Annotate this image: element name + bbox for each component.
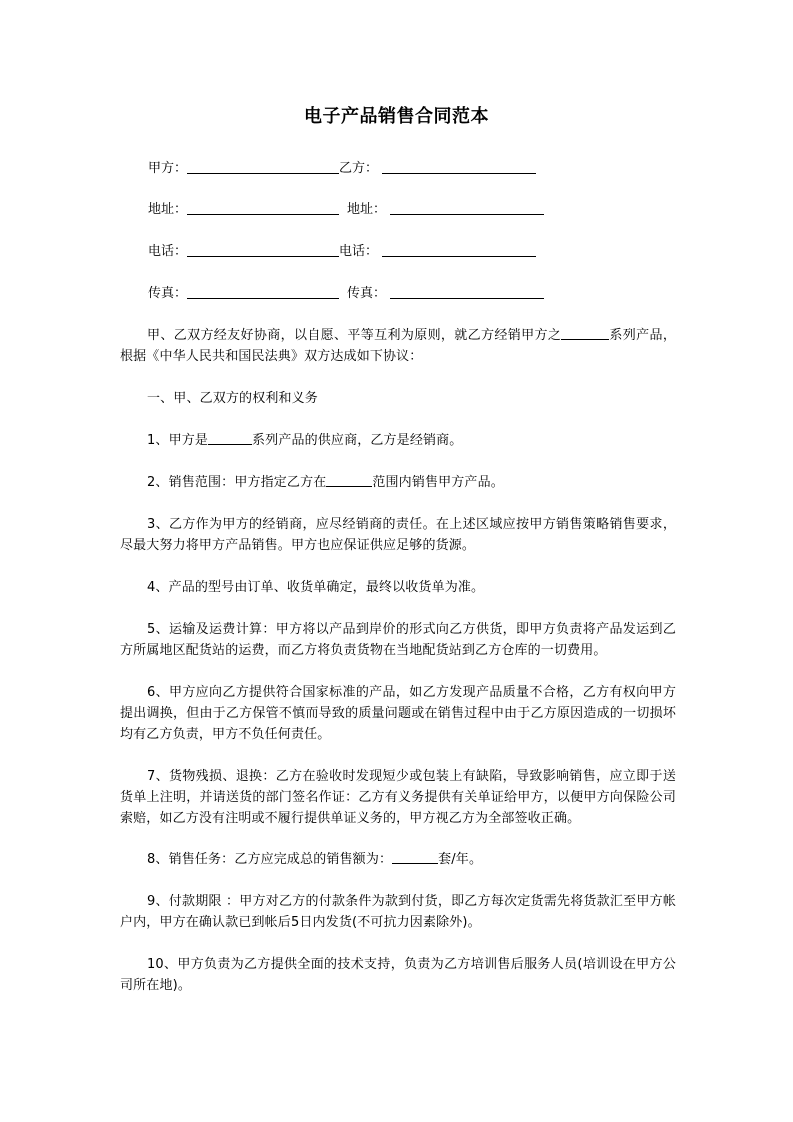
party-b-blank [382,158,536,174]
clause-2-text-1: 2、销售范围：甲方指定乙方在 [147,475,327,490]
address-a-blank [187,199,339,215]
fax-a-blank [187,283,339,299]
clause-8-text-2: 套/年。 [438,852,483,867]
clause-4: 4、产品的型号由订单、收货单确定，最终以收货单为准。 [147,580,485,595]
clause-8 [120,849,676,870]
clause-1-text-1: 1、甲方是 [147,433,209,448]
clause-1 [120,430,676,451]
clause-9: 9、付款期限 ：甲方对乙方的付款条件为款到付货，即乙方每次定货需先将货款汇至甲方帐户内，甲方在确认款已到帐后5日内发货(不可抗力因素除外)。 [120,894,676,930]
clause-8-text-1: 8、销售任务：乙方应完成总的销售额为： [147,852,393,867]
clause-10: 10、甲方负责为乙方提供全面的技术支持，负责为乙方培训售后服务人员(培训设在甲方公司所在地)。 [120,957,676,993]
party-a-field [148,158,339,180]
phone-a-label: 电话： [148,244,188,259]
party-a-blank [187,158,339,174]
clause-8-blank [392,849,438,864]
phone-b-label: 电话： [339,244,379,259]
address-row [148,199,544,221]
address-b-label: 地址： [347,202,387,217]
clause-5: 5、运输及运费计算：甲方将以产品到岸价的形式向乙方供货，即甲方负责将产品发运到乙方所属地区配货站的运费，而乙方将负责货物在当地配货站到乙方仓库的一切费用。 [120,622,676,658]
party-b-label: 乙方： [339,161,379,176]
address-a-label: 地址： [148,202,188,217]
fax-b-field [347,283,544,305]
fax-a-field [148,283,339,305]
phone-b-blank [382,241,536,257]
clause-1-blank [208,430,252,445]
intro-paragraph [120,325,676,367]
fax-row [148,283,544,305]
address-b-field [347,199,544,221]
party-row [148,158,536,180]
intro-text-2: 系列产品，根据《中华人民共和国民法典》双方达成如下协议： [120,328,676,364]
clause-6: 6、甲方应向乙方提供符合国家标准的产品，如乙方发现产品质量不合格，乙方有权向甲方提出调换，但由于乙方保管不慎而导致的质量问题或在销售过程中由于乙方原因造成的一切损坏均有乙方负责，甲方不负任何责任。 [120,685,676,742]
clause-3: 3、乙方作为甲方的经销商，应尽经销商的责任。在上述区域应按甲方销售策略销售要求，尽最大努力将甲方产品销售。甲方也应保证供应足够的货源。 [120,517,676,553]
clause-2-blank [326,472,372,487]
fax-b-blank [390,283,544,299]
phone-a-blank [187,241,339,257]
intro-text-1: 甲、乙双方经友好协商，以自愿、平等互利为原则，就乙方经销甲方之 [147,328,562,343]
clause-1-text-2: 系列产品的供应商，乙方是经销商。 [252,433,463,448]
fax-b-label: 传真： [347,286,387,301]
party-a-label: 甲方： [148,161,188,176]
address-a-field [148,199,339,221]
section1-heading: 一、甲、乙双方的权利和义务 [147,391,318,406]
address-b-blank [390,199,544,215]
party-b-field [339,158,536,180]
clause-2 [120,472,676,493]
clause-7: 7、货物残损、退换：乙方在验收时发现短少或包装上有缺陷，导致影响销售，应立即于送货单上注明，并请送货的部门签名作证：乙方有义务提供有关单证给甲方，以便甲方向保险公司索赔，如乙方没有注明或不履行提供单证义务的，甲方视乙方为全部签收正确。 [120,769,676,826]
phone-b-field [339,241,536,263]
phone-a-field [148,241,339,263]
phone-row [148,241,536,263]
fax-a-label: 传真： [148,286,188,301]
intro-blank [561,325,609,340]
document-title: 电子产品销售合同范本 [304,106,489,127]
clause-2-text-2: 范围内销售甲方产品。 [372,475,504,490]
